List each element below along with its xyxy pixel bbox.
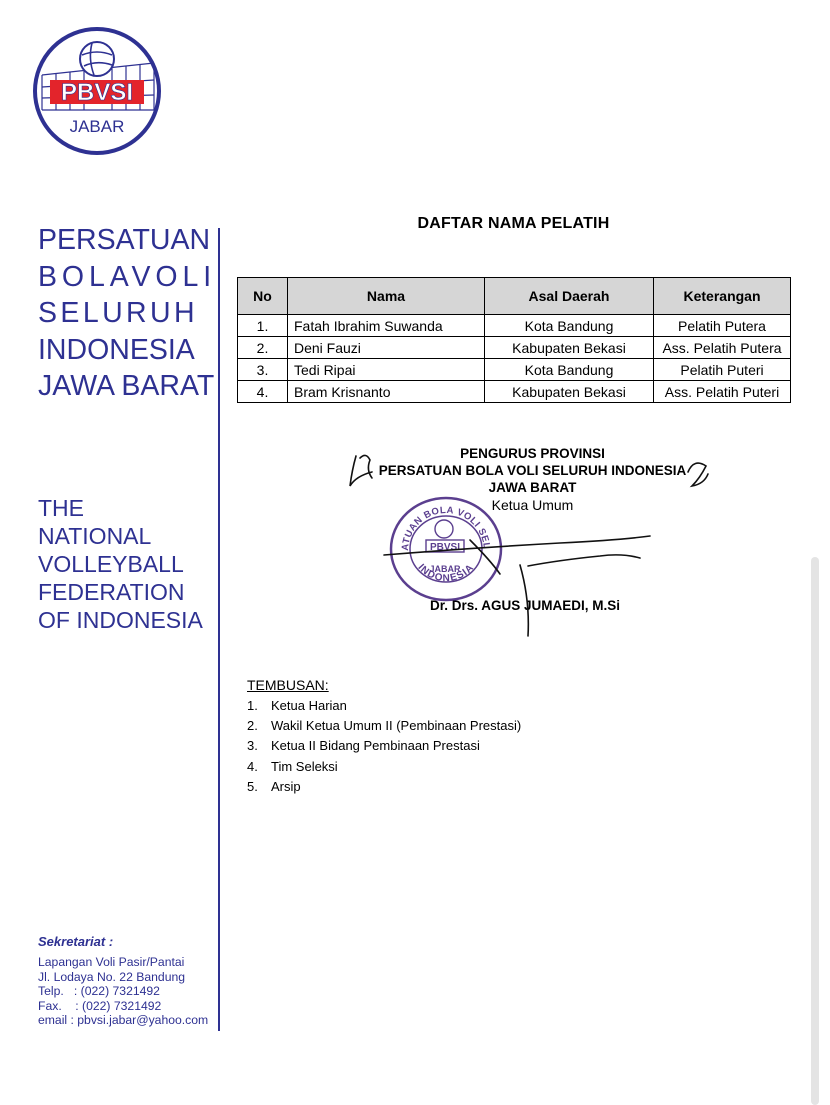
secretariat-line: Jl. Lodaya No. 22 Bandung: [38, 969, 186, 984]
secretariat-title: Sekretariat :: [38, 934, 114, 949]
table-row: [238, 381, 791, 403]
org-en-line: FEDERATION: [38, 579, 185, 605]
cell-keterangan: Ass. Pelatih Puteri: [654, 381, 791, 403]
org-name-id: [38, 222, 218, 405]
list-item-number: 2.: [247, 718, 258, 734]
list-item: [247, 716, 521, 736]
col-header-nama: Nama: [288, 278, 485, 315]
cell-asal: Kota Bandung: [485, 359, 654, 381]
list-item: [247, 736, 521, 756]
tembusan-block: [247, 677, 521, 797]
pbvsi-logo: [32, 25, 162, 157]
org-name-line: BOLAVOLI: [38, 260, 217, 293]
signer-name: Dr. Drs. AGUS JUMAEDI, M.Si: [430, 598, 621, 613]
list-item-text: Arsip: [271, 778, 301, 794]
org-en-line: OF INDONESIA: [38, 607, 203, 633]
secretariat-line: Lapangan Voli Pasir/Pantai: [38, 955, 185, 969]
org-name-line: PERSATUAN: [38, 224, 211, 256]
table-row: [238, 315, 791, 337]
cell-asal: Kabupaten Bekasi: [485, 337, 654, 359]
stamp-sub-text: JABAR: [429, 564, 461, 574]
list-item-text: Tim Seleksi: [271, 758, 338, 774]
org-name-en: [38, 494, 218, 634]
stamp-bottom-text: INDONESIA: [415, 562, 477, 585]
cell-nama: Tedi Ripai: [288, 359, 485, 381]
cell-no: 4.: [238, 381, 288, 403]
col-header-no: No: [238, 278, 288, 315]
col-header-asal: Asal Daerah: [485, 278, 654, 315]
list-item: [247, 696, 521, 716]
org-en-line: NATIONAL: [38, 523, 152, 549]
col-header-keterangan: Keterangan: [654, 278, 791, 315]
sidebar-divider: [218, 228, 220, 1031]
vertical-scrollbar[interactable]: [811, 557, 819, 1105]
list-item: [247, 757, 521, 777]
org-name-line: JAWA BARAT: [38, 370, 215, 402]
org-en-line: VOLLEYBALL: [38, 551, 184, 577]
cell-keterangan: Pelatih Putera: [654, 315, 791, 337]
table-row: [238, 337, 791, 359]
logo-text: PBVSI: [60, 79, 134, 106]
table-row: [238, 359, 791, 381]
cell-nama: Fatah Ibrahim Suwanda: [288, 315, 485, 337]
signature-block: [360, 445, 705, 514]
org-en-line: THE: [38, 495, 84, 521]
signature-line-4: Ketua Umum: [491, 497, 574, 513]
list-item-number: 5.: [247, 778, 258, 794]
secretariat-line: Telp. : (022) 7321492: [38, 984, 160, 998]
list-item-number: 4.: [247, 758, 258, 774]
cell-nama: Bram Krisnanto: [288, 381, 485, 403]
secretariat-block: [38, 934, 216, 1028]
cell-keterangan: Ass. Pelatih Putera: [654, 337, 791, 359]
list-item-number: 3.: [247, 738, 258, 754]
list-item-text: Ketua Harian: [271, 698, 347, 713]
cell-nama: Deni Fauzi: [288, 337, 485, 359]
cell-no: 3.: [238, 359, 288, 381]
org-name-line: INDONESIA: [38, 333, 195, 366]
cell-no: 1.: [238, 315, 288, 337]
cell-keterangan: Pelatih Puteri: [654, 359, 791, 381]
stamp-center-text: PBVSI: [429, 542, 461, 553]
cell-asal: Kota Bandung: [485, 315, 654, 337]
logo-subtext: JABAR: [69, 117, 125, 136]
tembusan-title: TEMBUSAN:: [247, 677, 329, 693]
list-item: [247, 777, 521, 797]
signature-line-1: PENGURUS PROVINSI: [460, 446, 605, 461]
stamp-top-text: ATUAN BOLA VOLI SEL: [399, 504, 493, 552]
list-item-text: Wakil Ketua Umum II (Pembinaan Prestasi): [271, 718, 522, 734]
list-item-text: Ketua II Bidang Pembinaan Prestasi: [271, 738, 480, 754]
coach-table: [237, 277, 791, 403]
cell-no: 2.: [238, 337, 288, 359]
signature-line-2: PERSATUAN BOLA VOLI SELURUH INDONESIA: [378, 463, 687, 478]
secretariat-line: Fax. : (022) 7321492: [38, 998, 162, 1013]
tembusan-list: [247, 696, 521, 797]
document-title: DAFTAR NAMA PELATIH: [417, 215, 610, 232]
org-name-line: SELURUH: [38, 297, 198, 329]
signature-line-3: JAWA BARAT: [488, 480, 577, 495]
secretariat-line: email : pbvsi.jabar@yahoo.com: [38, 1013, 209, 1027]
table-header-row: [238, 278, 791, 315]
cell-asal: Kabupaten Bekasi: [485, 381, 654, 403]
list-item-number: 1.: [247, 698, 258, 713]
